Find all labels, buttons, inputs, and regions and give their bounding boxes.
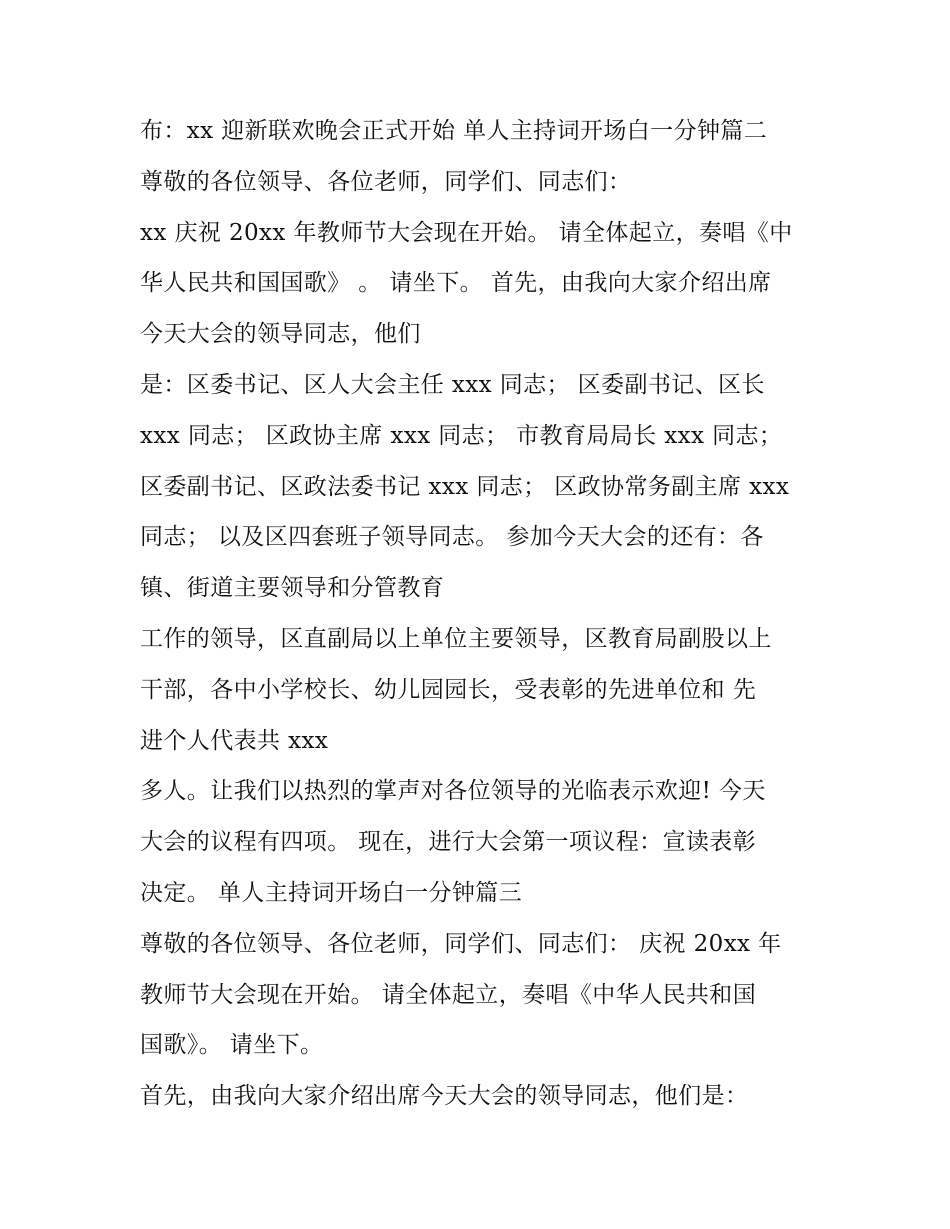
text-line: 尊敬的各位领导、各位老师，同学们、同志们： xyxy=(140,168,632,195)
text-line: 国歌》。 请坐下。 xyxy=(140,1032,324,1059)
text-line: 布：xx 迎新联欢晚会正式开始 单人主持词开场白一分钟篇二 xyxy=(140,118,768,144)
text-line: 今天大会的领导同志，他们 xyxy=(140,321,421,348)
text-line: xx 庆祝 20xx 年教师节大会现在开始。 请全体起立，奏唱《中 xyxy=(140,219,793,246)
text-line: 是：区委书记、区人大会主任 xxx 同志； 区委副书记、区长 xyxy=(140,371,765,398)
text-line: 区委副书记、区政法委书记 xxx 同志； 区政协常务副主席 xxx xyxy=(140,473,790,500)
text-line: 尊敬的各位领导、各位老师，同学们、同志们： 庆祝 20xx 年 xyxy=(140,930,782,957)
text-line: 大会的议程有四项。 现在，进行大会第一项议程：宣读表彰 xyxy=(140,829,757,856)
text-line: 同志； 以及区四套班子领导同志。 参加今天大会的还有：各 xyxy=(140,524,764,551)
text-line: 工作的领导，区直副局以上单位主要领导，区教育局副股以上 xyxy=(140,625,772,652)
text-line: 决定。 单人主持词开场白一分钟篇三 xyxy=(140,879,523,906)
text-line: 镇、街道主要领导和分管教育 xyxy=(140,575,445,602)
text-line: 多人。让我们以热烈的掌声对各位领导的光临表示欢迎! 今天 xyxy=(140,778,766,805)
text-line: 首先，由我向大家介绍出席今天大会的领导同志，他们是： xyxy=(140,1083,749,1110)
text-line: 华人民共和国国歌》 。 请坐下。 首先，由我向大家介绍出席 xyxy=(140,270,772,297)
text-line: 教师节大会现在开始。 请全体起立，奏唱《中华人民共和国 xyxy=(140,981,757,1008)
text-line: 干部，各中小学校长、幼儿园园长，受表彰的先进单位和 先 xyxy=(140,676,757,703)
text-line: xxx 同志； 区政协主席 xxx 同志； 市教育局局长 xxx 同志； xyxy=(140,422,783,449)
text-line: 进个人代表共 xxx xyxy=(140,727,329,754)
document-body xyxy=(140,106,820,1122)
